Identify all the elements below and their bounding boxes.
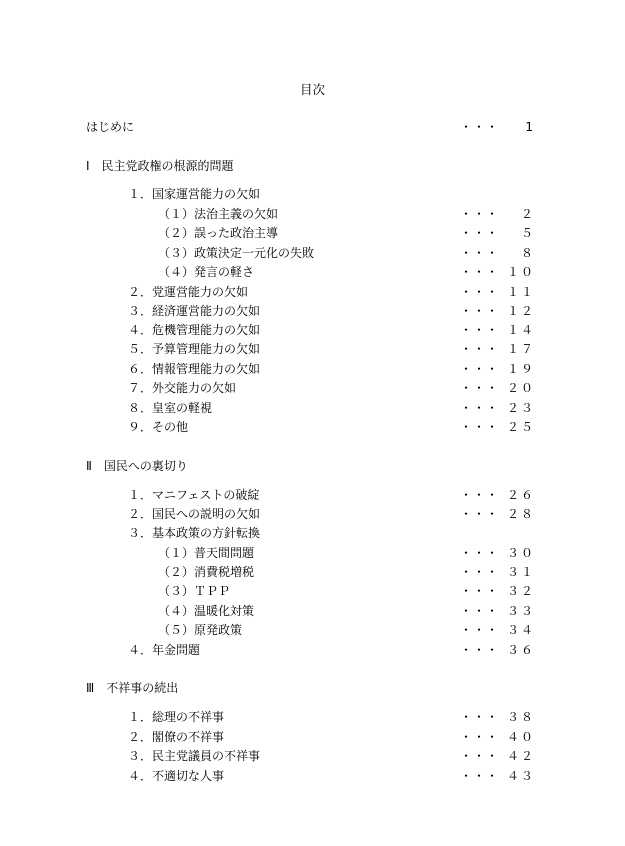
toc-leader: ・・・	[460, 507, 500, 521]
toc-label: （２）誤った政治主導	[158, 226, 279, 240]
section-heading-label: Ⅰ 民主党政権の根源的問題	[86, 159, 234, 173]
toc-entry	[0, 418, 625, 436]
toc-page: ３１	[506, 565, 535, 579]
section-heading-label: Ⅱ 国民への裏切り	[86, 459, 188, 473]
toc-leader: ・・・	[460, 401, 500, 415]
toc-leader: ・・・	[460, 246, 500, 260]
toc-label: ９．その他	[128, 420, 189, 434]
toc-leader: ・・・	[460, 565, 500, 579]
toc-label: ７．外交能力の欠如	[128, 381, 237, 395]
toc-label: ８．皇室の軽視	[128, 401, 213, 415]
toc-page: ３８	[506, 710, 535, 724]
toc-page: ２６	[506, 488, 535, 502]
toc-page: 1	[525, 120, 535, 134]
toc-label: ２．党運営能力の欠如	[128, 285, 249, 299]
toc-label: ３．民主党議員の不祥事	[128, 749, 261, 763]
toc-entry	[0, 244, 625, 262]
toc-leader: ・・・	[460, 623, 500, 637]
section-heading-label: Ⅲ 不祥事の続出	[86, 681, 179, 695]
toc-page: ３０	[506, 546, 535, 560]
toc-entry	[0, 708, 625, 726]
toc-page: ４０	[506, 730, 535, 744]
toc-entry	[0, 224, 625, 242]
toc-leader: ・・・	[460, 604, 500, 618]
toc-label: ３．基本政策の方針転換	[128, 526, 261, 540]
toc-page: ３４	[506, 623, 535, 637]
toc-page: １１	[506, 285, 535, 299]
toc-leader: ・・・	[460, 769, 500, 783]
toc-entry	[0, 205, 625, 223]
toc-entry	[0, 263, 625, 281]
toc-entry	[0, 302, 625, 320]
toc-leader: ・・・	[460, 285, 500, 299]
toc-leader: ・・・	[460, 381, 500, 395]
toc-label: ３．経済運営能力の欠如	[128, 304, 261, 318]
toc-label: （３）ＴＰＰ	[158, 584, 231, 598]
toc-page: ４３	[506, 769, 535, 783]
toc-entry	[0, 486, 625, 504]
toc-page: ８	[520, 246, 535, 260]
toc-leader: ・・・	[460, 730, 500, 744]
toc-entry	[0, 563, 625, 581]
toc-leader: ・・・	[460, 643, 500, 657]
toc-entry	[0, 379, 625, 397]
toc-label: （３）政策決定一元化の失敗	[158, 246, 315, 260]
toc-page: ２３	[506, 401, 535, 415]
toc-leader: ・・・	[460, 546, 500, 560]
toc-page: ２５	[506, 420, 535, 434]
toc-label: （１）法治主義の欠如	[158, 207, 279, 221]
toc-label: （１）普天間問題	[158, 546, 255, 560]
toc-leader: ・・・	[460, 265, 500, 279]
toc-label: ２．国民への説明の欠如	[128, 507, 261, 521]
toc-label: ６．情報管理能力の欠如	[128, 362, 261, 376]
toc-label: １．総理の不祥事	[128, 710, 225, 724]
toc-entry	[0, 767, 625, 785]
toc-leader: ・・・	[460, 207, 500, 221]
toc-entry	[0, 283, 625, 301]
toc-leader: ・・・	[460, 120, 500, 134]
toc-page: １２	[506, 304, 535, 318]
section-heading-1	[0, 157, 625, 175]
toc-entry	[0, 544, 625, 562]
toc-entry	[0, 505, 625, 523]
toc-leader: ・・・	[460, 323, 500, 337]
toc-page: ４２	[506, 749, 535, 763]
toc-entry	[0, 340, 625, 358]
toc-label: １．マニフェストの破綻	[128, 488, 260, 502]
toc-label: ５．予算管理能力の欠如	[128, 342, 261, 356]
toc-page: ２０	[506, 381, 535, 395]
toc-leader: ・・・	[460, 304, 500, 318]
toc-leader: ・・・	[460, 362, 500, 376]
toc-entry	[0, 621, 625, 639]
toc-leader: ・・・	[460, 488, 500, 502]
toc-entry	[0, 321, 625, 339]
toc-entry	[0, 747, 625, 765]
toc-leader: ・・・	[460, 420, 500, 434]
toc-page: ３３	[506, 604, 535, 618]
toc-entry	[0, 582, 625, 600]
toc-entry-intro	[0, 118, 625, 136]
section-heading-2	[0, 457, 625, 475]
toc-page: ３６	[506, 643, 535, 657]
toc-label: はじめに	[86, 120, 135, 134]
toc-entry	[0, 602, 625, 620]
toc-entry	[0, 728, 625, 746]
toc-label: （５）原発政策	[158, 623, 243, 637]
toc-page: １７	[506, 342, 535, 356]
toc-leader: ・・・	[460, 226, 500, 240]
toc-label: ４．不適切な人事	[128, 769, 225, 783]
toc-label: （４）発言の軽さ	[158, 265, 255, 279]
toc-entry	[0, 641, 625, 659]
toc-entry	[0, 524, 625, 542]
toc-label: （２）消費税増税	[158, 565, 255, 579]
toc-page: １０	[506, 265, 535, 279]
toc-label: ４．年金問題	[128, 643, 201, 657]
toc-entry	[0, 360, 625, 378]
toc-page: ２	[520, 207, 535, 221]
toc-leader: ・・・	[460, 749, 500, 763]
toc-leader: ・・・	[460, 710, 500, 724]
toc-leader: ・・・	[460, 342, 500, 356]
toc-label: １．国家運営能力の欠如	[128, 187, 261, 201]
toc-entry	[0, 399, 625, 417]
toc-label: ４．危機管理能力の欠如	[128, 323, 261, 337]
toc-page: １９	[506, 362, 535, 376]
toc-entry	[0, 185, 625, 203]
toc-page: ３２	[506, 584, 535, 598]
toc-label: ２．閣僚の不祥事	[128, 730, 225, 744]
toc-page: ２８	[506, 507, 535, 521]
toc-leader: ・・・	[460, 584, 500, 598]
section-heading-3	[0, 679, 625, 697]
toc-page: １４	[506, 323, 535, 337]
page-title: 目次	[299, 82, 325, 97]
toc-page: ５	[520, 226, 535, 240]
toc-label: （４）温暖化対策	[158, 604, 255, 618]
